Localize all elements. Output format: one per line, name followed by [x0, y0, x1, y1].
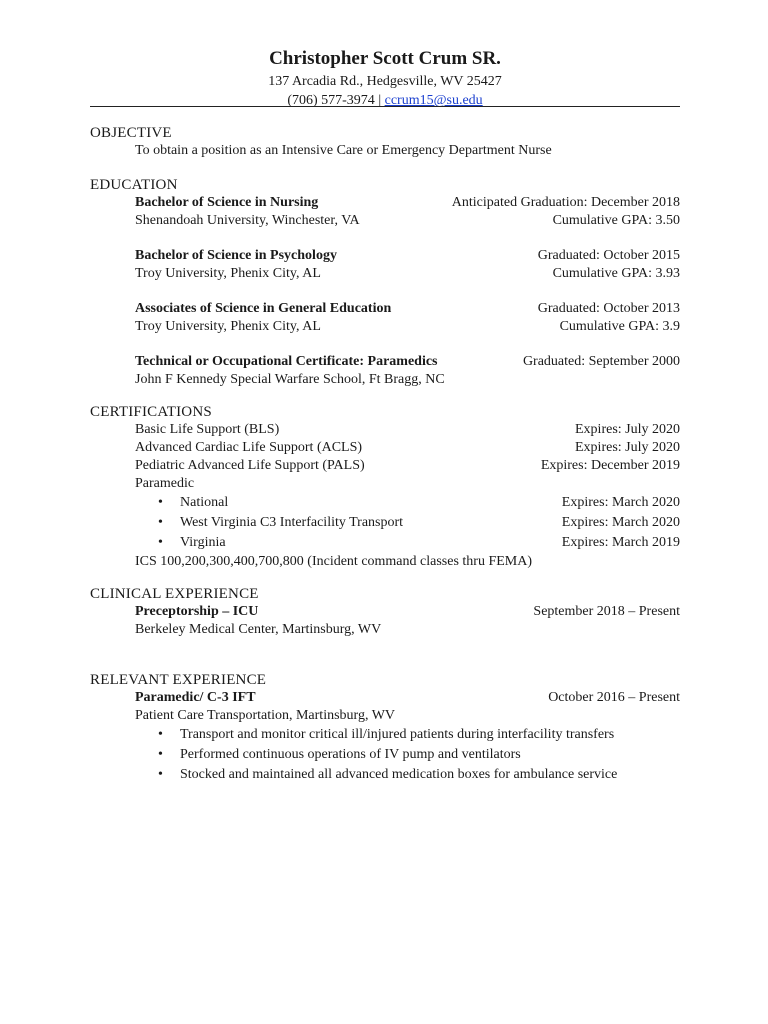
education-school-row: [90, 371, 680, 389]
resume-header: [90, 46, 680, 110]
certification-expiry: Expires: July 2020: [575, 422, 680, 437]
paramedic-bullet: [90, 533, 680, 553]
duty-text: Transport and monitor critical ill/injured patients during interfacility transfers: [180, 727, 615, 742]
paramedic-bullet: [90, 493, 680, 513]
certification-name: Basic Life Support (BLS): [135, 422, 280, 437]
education-degree-row: [90, 353, 680, 371]
education-degree-row: [90, 194, 680, 212]
graduation-date: Anticipated Graduation: December 2018: [451, 195, 680, 210]
relevant-experience-section: [90, 671, 680, 785]
header-divider: [90, 106, 680, 107]
certification-expiry: Expires: July 2020: [575, 440, 680, 455]
section-title: CLINICAL EXPERIENCE: [90, 586, 259, 602]
certification-row: [90, 457, 680, 475]
paramedic-bullet: [90, 513, 680, 533]
education-degree-row: [90, 300, 680, 318]
objective-text: To obtain a position as an Intensive Care or Emergency Department Nurse: [135, 143, 552, 158]
job-dates: September 2018 – Present: [533, 604, 680, 619]
certification-expiry: Expires: March 2020: [561, 495, 680, 510]
graduation-date: Graduated: October 2015: [537, 248, 680, 263]
bullet-icon: •: [158, 747, 163, 762]
phone: (706) 577-3974: [287, 93, 375, 108]
gpa: Cumulative GPA: 3.50: [552, 213, 680, 228]
certification-expiry: Expires: March 2020: [561, 515, 680, 530]
certification-row: [90, 421, 680, 439]
duty-bullet: [90, 765, 680, 785]
certification-expiry: Expires: March 2019: [561, 535, 680, 550]
education-degree-row: [90, 247, 680, 265]
duty-bullet: [90, 725, 680, 745]
certifications-section: [90, 403, 680, 571]
graduation-date: Graduated: September 2000: [522, 354, 680, 369]
gpa: Cumulative GPA: 3.93: [552, 266, 680, 281]
duty-text: Performed continuous operations of IV pump and ventilators: [180, 747, 521, 762]
address: 137 Arcadia Rd., Hedgesville, WV 25427: [268, 74, 502, 89]
section-title: OBJECTIVE: [90, 125, 172, 141]
graduation-date: Graduated: October 2013: [537, 301, 680, 316]
school: Troy University, Phenix City, AL: [135, 319, 321, 334]
bullet-icon: •: [158, 727, 163, 742]
degree: Technical or Occupational Certificate: Paramedics: [135, 354, 438, 369]
section-title: EDUCATION: [90, 177, 178, 193]
objective-section: [90, 124, 680, 160]
bullet-icon: •: [158, 767, 163, 782]
employer: Berkeley Medical Center, Martinsburg, WV: [135, 622, 382, 637]
certification-name: West Virginia C3 Interfacility Transport: [180, 515, 404, 530]
job-title: Preceptorship – ICU: [135, 604, 259, 619]
school: Shenandoah University, Winchester, VA: [135, 213, 360, 228]
duty-text: Stocked and maintained all advanced medication boxes for ambulance service: [180, 767, 618, 782]
certification-name: Virginia: [180, 535, 226, 550]
education-school-row: [90, 318, 680, 336]
certification-row: [90, 439, 680, 457]
degree: Associates of Science in General Education: [135, 301, 392, 316]
job-title: Paramedic/ C-3 IFT: [135, 690, 256, 705]
clinical-section: [90, 585, 680, 639]
employer: Patient Care Transportation, Martinsburg, WV: [135, 708, 396, 723]
certification-name: Advanced Cardiac Life Support (ACLS): [135, 440, 363, 455]
bullet-icon: •: [158, 535, 163, 550]
education-school-row: [90, 265, 680, 283]
certification-expiry: Expires: December 2019: [540, 458, 680, 473]
education-school-row: [90, 212, 680, 230]
degree: Bachelor of Science in Nursing: [135, 195, 319, 210]
candidate-name: Christopher Scott Crum SR.: [269, 48, 501, 69]
section-title: CERTIFICATIONS: [90, 404, 212, 420]
contact-separator: |: [378, 93, 382, 108]
bullet-icon: •: [158, 515, 163, 530]
email-link[interactable]: ccrum15@su.edu: [384, 93, 483, 108]
gpa: Cumulative GPA: 3.9: [559, 319, 680, 334]
bullet-icon: •: [158, 495, 163, 510]
duty-bullet: [90, 745, 680, 765]
certification-name: National: [180, 495, 229, 510]
ics-classes: ICS 100,200,300,400,700,800 (Incident command classes thru FEMA): [135, 554, 533, 569]
school: Troy University, Phenix City, AL: [135, 266, 321, 281]
education-section: [90, 176, 680, 389]
section-title: RELEVANT EXPERIENCE: [90, 672, 267, 688]
job-title-row: [90, 689, 680, 707]
job-title-row: [90, 603, 680, 621]
contact-line: [90, 91, 680, 110]
school: John F Kennedy Special Warfare School, Ft Bragg, NC: [135, 372, 445, 387]
paramedic-label: Paramedic: [135, 476, 195, 491]
job-dates: October 2016 – Present: [548, 690, 680, 705]
degree: Bachelor of Science in Psychology: [135, 248, 337, 263]
certification-name: Pediatric Advanced Life Support (PALS): [135, 458, 365, 473]
